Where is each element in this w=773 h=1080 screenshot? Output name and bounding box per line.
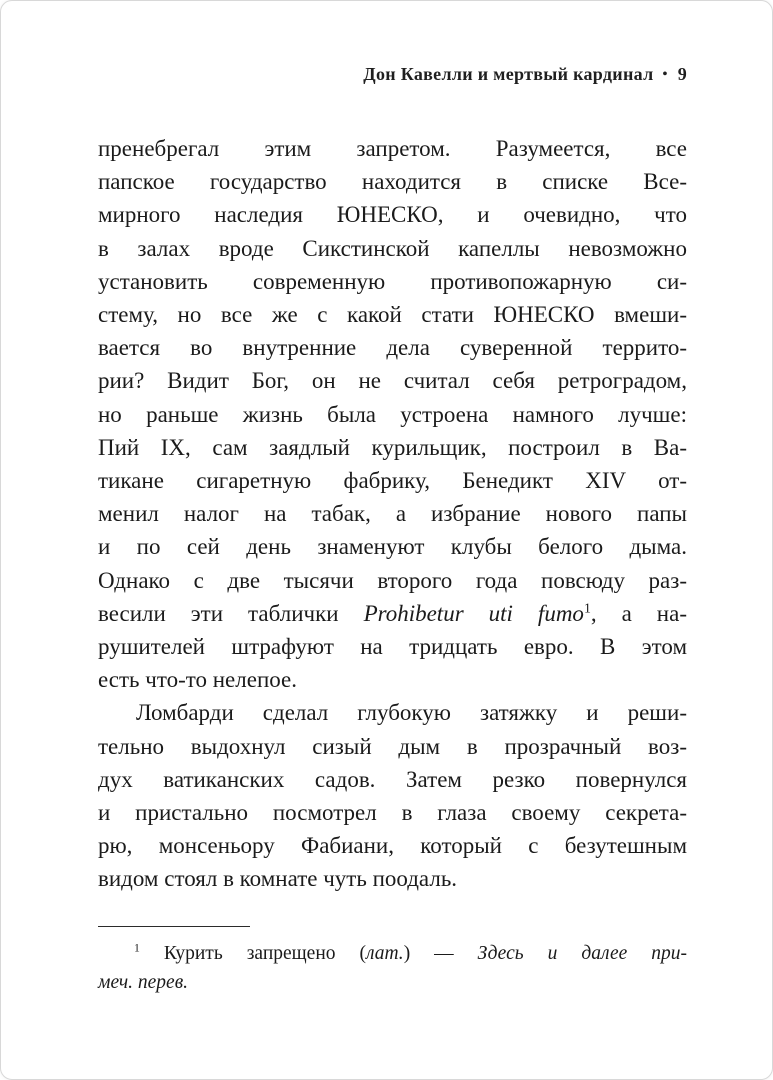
text-run: стему, но все же с какой стати ЮНЕСКО вмеши- [98, 302, 687, 328]
text-line [98, 398, 687, 431]
paragraph [98, 132, 687, 696]
footnote-separator [98, 926, 250, 927]
text-line [98, 132, 687, 165]
italic-run: меч. перев. [98, 972, 189, 994]
text-line [98, 530, 687, 563]
text-line [98, 663, 687, 696]
text-run: в залах вроде Сикстинской капеллы невозможно [98, 235, 687, 261]
text-run: Ломбарди сделал глубокую затяжку и реши- [136, 700, 687, 726]
text-run: тельно выдохнул сизый дым в прозрачный воз- [98, 733, 687, 759]
header-bullet: • [662, 67, 668, 82]
text-run: ) — [403, 942, 478, 964]
footnote [98, 939, 687, 998]
text-line [98, 165, 687, 198]
italic-run: лат. [366, 942, 404, 964]
text-run: и по сей день знаменуют клубы белого дыма. [98, 534, 687, 560]
text-run: есть что-то нелепое. [98, 667, 298, 693]
text-run: рю, монсеньору Фабиани, который с безутешным [98, 833, 687, 859]
text-run: Однако с две тысячи второго года повсюду раз- [98, 567, 687, 593]
text-run: но раньше жизнь была устроена намного лучше: [98, 401, 687, 427]
text-line [98, 232, 687, 265]
text-line [98, 497, 687, 530]
text-run: вается во внутренние дела суверенной террито- [98, 335, 687, 361]
page-number: 9 [677, 64, 687, 84]
text-line [98, 265, 687, 298]
text-run: папское государство находится в списке Все- [98, 169, 687, 195]
text-line [98, 696, 687, 729]
text-run: Курить запрещено ( [139, 942, 366, 964]
text-line [98, 464, 687, 497]
text-run: установить современную противопожарную си- [98, 268, 687, 294]
italic-run: Prohibetur uti fumo [363, 600, 584, 626]
text-run: менил налог на табак, а избрание нового папы [98, 501, 687, 527]
text-line [98, 829, 687, 862]
text-line [98, 298, 687, 331]
text-line [98, 796, 687, 829]
text-line [98, 968, 687, 998]
text-run: пренебрегал этим запретом. Разумеется, все [98, 136, 687, 161]
footnote-marker: 1 [134, 941, 140, 955]
text-run: тикане сигаретную фабрику, Бенедикт XIV от- [98, 468, 687, 494]
text-run: и пристально посмотрел в глаза своему секрета- [98, 800, 687, 826]
text-line [98, 862, 687, 895]
text-run: весили эти таблички [98, 600, 364, 626]
text-line [98, 198, 687, 231]
body-text [98, 132, 687, 896]
text-line [98, 364, 687, 397]
italic-run: Здесь и далее при- [477, 942, 687, 964]
text-run: видом стоял в комнате чуть поодаль. [98, 866, 458, 892]
text-run: рушителей штрафуют на тридцать евро. В этом [98, 634, 687, 660]
text-run: мирного наследия ЮНЕСКО, и очевидно, что [98, 202, 687, 228]
text-line [98, 763, 687, 796]
text-run: , а на- [590, 600, 687, 626]
text-run: дух ватиканских садов. Затем резко повернулся [98, 766, 687, 792]
text-line [98, 630, 687, 663]
text-line [98, 564, 687, 597]
text-line [98, 939, 687, 969]
text-run: Пий IX, сам заядлый курильщик, построил в Ва- [98, 434, 687, 460]
page-header [98, 63, 687, 86]
text-line [98, 331, 687, 364]
footnote-marker: 1 [583, 600, 591, 616]
text-run: рии? Видит Бог, он не считал себя ретроградом, [98, 368, 687, 394]
text-line [98, 431, 687, 464]
running-title: Дон Кавелли и мертвый кардинал [363, 64, 654, 84]
text-line [98, 730, 687, 763]
text-line [98, 597, 687, 630]
paragraph [98, 696, 687, 895]
